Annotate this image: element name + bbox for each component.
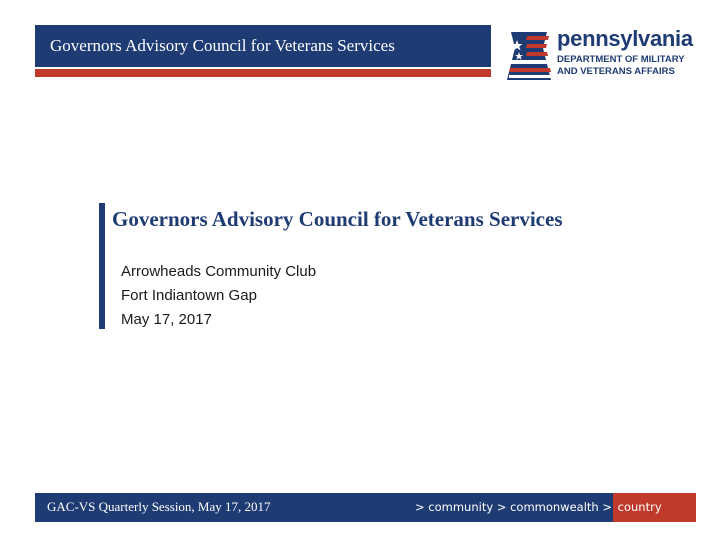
logo-wordmark: pennsylvania (557, 26, 693, 51)
event-venue: Fort Indiantown Gap (121, 287, 257, 304)
title-accent-bar (99, 203, 105, 329)
event-details (121, 260, 316, 332)
header-title: Governors Advisory Council for Veterans Services (50, 36, 395, 55)
header-bar (35, 25, 491, 67)
logo-subtitle-line1: DEPARTMENT OF MILITARY (557, 54, 685, 65)
event-date: May 17, 2017 (121, 311, 212, 328)
footer-tagline-prefix: > community > commonwealth > (415, 500, 612, 514)
pennsylvania-keystone-flag-icon (505, 30, 553, 82)
event-location: Arrowheads Community Club (121, 263, 317, 280)
footer-tagline (415, 500, 662, 514)
header-red-stripe (35, 69, 491, 77)
main-title: Governors Advisory Council for Veterans Services (112, 207, 563, 231)
footer-session-label: GAC-VS Quarterly Session, May 17, 2017 (47, 499, 271, 514)
pennsylvania-dmva-logo (505, 27, 695, 87)
footer-tagline-country: country (617, 500, 662, 514)
logo-subtitle-line2: AND VETERANS AFFAIRS (557, 66, 675, 77)
